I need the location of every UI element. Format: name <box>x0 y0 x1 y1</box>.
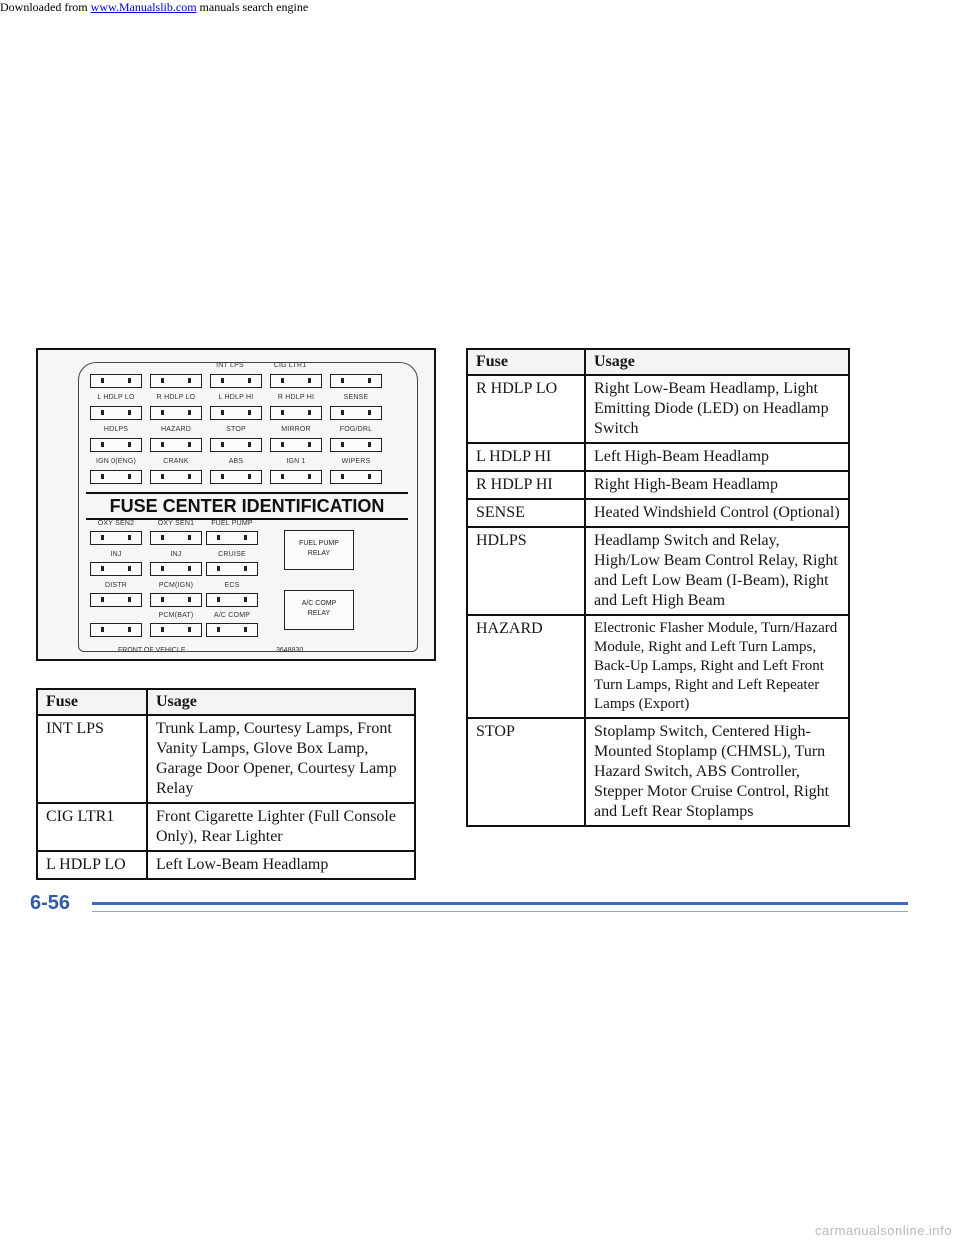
fuse-label: DISTR <box>105 582 127 589</box>
table-row <box>37 851 415 879</box>
header-suffix: manuals search engine <box>199 0 309 14</box>
fuse-label: FUEL PUMP <box>211 520 253 527</box>
usage-cell: Heated Windshield Control (Optional) <box>585 499 849 527</box>
fuse-slot <box>90 406 142 420</box>
fuse-slot <box>90 470 142 484</box>
fuse-slot <box>270 374 322 388</box>
fuse-slot <box>90 531 142 545</box>
fuse-label: IGN 0(ENG) <box>95 458 137 465</box>
fuse-usage-table-right <box>466 348 850 827</box>
relay-label: FUEL PUMP <box>299 540 339 547</box>
table-row <box>467 375 849 443</box>
footer-rule-thin <box>92 911 908 912</box>
fuse-slot <box>206 623 258 637</box>
fuse-slot <box>270 406 322 420</box>
relay-label: RELAY <box>307 550 331 557</box>
fuse-slot <box>150 470 202 484</box>
fuse-label: INJ <box>170 551 182 558</box>
fuse-slot <box>150 438 202 452</box>
fuse-label: R HDLP HI <box>277 394 315 401</box>
fuse-slot <box>270 470 322 484</box>
fuse-slot <box>150 531 202 545</box>
fuse-slot <box>330 374 382 388</box>
header-prefix: Downloaded from <box>0 0 88 14</box>
table-header-row <box>467 349 849 375</box>
usage-cell: Right Low-Beam Headlamp, Light Emitting Diode (LED) on Headlamp Switch <box>585 375 849 443</box>
fuse-slot <box>90 562 142 576</box>
fuse-cell: SENSE <box>467 499 585 527</box>
relay-label: A/C COMP <box>301 600 337 607</box>
fuse-slot <box>90 623 142 637</box>
fuse-label: INJ <box>110 551 122 558</box>
fuse-cell: HDLPS <box>467 527 585 615</box>
table-header-row <box>37 689 415 715</box>
fuse-label: MIRROR <box>281 426 311 433</box>
fuse-cell: STOP <box>467 718 585 826</box>
fuse-label: IGN 1 <box>286 458 306 465</box>
fuse-label: HAZARD <box>161 426 191 433</box>
fuse-label: PCM(BAT) <box>158 612 194 619</box>
fuse-slot <box>150 623 202 637</box>
fuse-label: A/C COMP <box>213 612 251 619</box>
column-header-usage: Usage <box>585 349 849 375</box>
fuse-label: PCM(IGN) <box>158 582 194 589</box>
table-row <box>37 715 415 803</box>
fuse-label: ECS <box>224 582 240 589</box>
fuse-label: CIG LTR1 <box>273 362 307 369</box>
fuse-label: L HDLP LO <box>97 394 135 401</box>
manualslib-link[interactable]: www.Manualslib.com <box>90 0 197 14</box>
fuel-pump-relay <box>284 530 354 570</box>
fuse-slot <box>330 438 382 452</box>
usage-cell: Stoplamp Switch, Centered High-Mounted Stoplamp (CHMSL), Turn Hazard Switch, ABS Controller, Stepper Motor Cruise Control, Right and Left Rear Stoplamps <box>585 718 849 826</box>
fuse-slot <box>90 438 142 452</box>
fuse-label: OXY SEN1 <box>157 520 195 527</box>
footer-rule <box>92 902 908 905</box>
usage-cell: Headlamp Switch and Relay, High/Low Beam Control Relay, Right and Left Low Beam (I-Beam), Right and Left High Beam <box>585 527 849 615</box>
fuse-slot <box>210 406 262 420</box>
fuse-usage-table-left <box>36 688 416 880</box>
usage-cell: Electronic Flasher Module, Turn/Hazard Module, Right and Left Turn Lamps, Back-Up Lamps, Right and Left Front Turn Lamps, Right and Left Repeater Lamps (Export) <box>585 615 849 718</box>
fuse-slot <box>210 470 262 484</box>
table-row <box>37 803 415 851</box>
column-header-fuse: Fuse <box>467 349 585 375</box>
page-number: 6-56 <box>30 892 71 914</box>
fuse-slot <box>206 562 258 576</box>
fuse-slot <box>90 593 142 607</box>
fuse-cell: L HDLP LO <box>37 851 147 879</box>
fuse-label: CRANK <box>163 458 189 465</box>
fuse-cell: R HDLP HI <box>467 471 585 499</box>
fuse-slot <box>206 593 258 607</box>
usage-cell: Left High-Beam Headlamp <box>585 443 849 471</box>
fuse-cell: HAZARD <box>467 615 585 718</box>
usage-cell: Left Low-Beam Headlamp <box>147 851 415 879</box>
fuse-label: CRUISE <box>218 551 246 558</box>
fuse-slot <box>330 406 382 420</box>
fuse-slot <box>150 406 202 420</box>
table-row <box>467 471 849 499</box>
fuse-label: WIPERS <box>341 458 371 465</box>
part-number: 3648830 <box>276 647 304 654</box>
fuse-label: OXY SEN2 <box>97 520 135 527</box>
column-header-usage: Usage <box>147 689 415 715</box>
usage-cell: Front Cigarette Lighter (Full Console Only), Rear Lighter <box>147 803 415 851</box>
fuse-label: STOP <box>226 426 246 433</box>
ac-comp-relay <box>284 590 354 630</box>
fuse-slot <box>150 562 202 576</box>
column-header-fuse: Fuse <box>37 689 147 715</box>
watermark: carmanualsonline.info <box>815 1223 952 1238</box>
fuse-label: SENSE <box>343 394 369 401</box>
fuse-slot <box>210 438 262 452</box>
fuse-cell: INT LPS <box>37 715 147 803</box>
fuse-cell: CIG LTR1 <box>37 803 147 851</box>
table-row <box>467 443 849 471</box>
fuse-slot <box>150 593 202 607</box>
fuse-center-title: FUSE CENTER IDENTIFICATION <box>86 492 408 520</box>
table-row <box>467 615 849 718</box>
fuse-slot <box>210 374 262 388</box>
fuse-slot <box>150 374 202 388</box>
usage-cell: Right High-Beam Headlamp <box>585 471 849 499</box>
table-row <box>467 527 849 615</box>
front-of-vehicle-label: FRONT OF VEHICLE <box>118 647 186 654</box>
fuse-cell: R HDLP LO <box>467 375 585 443</box>
fuse-cell: L HDLP HI <box>467 443 585 471</box>
table-row <box>467 718 849 826</box>
download-header <box>0 0 308 14</box>
table-row <box>467 499 849 527</box>
fuse-slot <box>90 374 142 388</box>
fuse-label: L HDLP HI <box>218 394 254 401</box>
fuse-label: HDLPS <box>103 426 129 433</box>
fuse-slot <box>206 531 258 545</box>
usage-cell: Trunk Lamp, Courtesy Lamps, Front Vanity Lamps, Glove Box Lamp, Garage Door Opener, Courtesy Lamp Relay <box>147 715 415 803</box>
fuse-label: INT LPS <box>216 362 244 369</box>
fuse-slot <box>270 438 322 452</box>
fuse-label: R HDLP LO <box>156 394 196 401</box>
fuse-label: ABS <box>228 458 244 465</box>
fuse-center-diagram <box>36 348 436 661</box>
fuse-label: FOG/DRL <box>339 426 373 433</box>
relay-label: RELAY <box>307 610 331 617</box>
fuse-slot <box>330 470 382 484</box>
